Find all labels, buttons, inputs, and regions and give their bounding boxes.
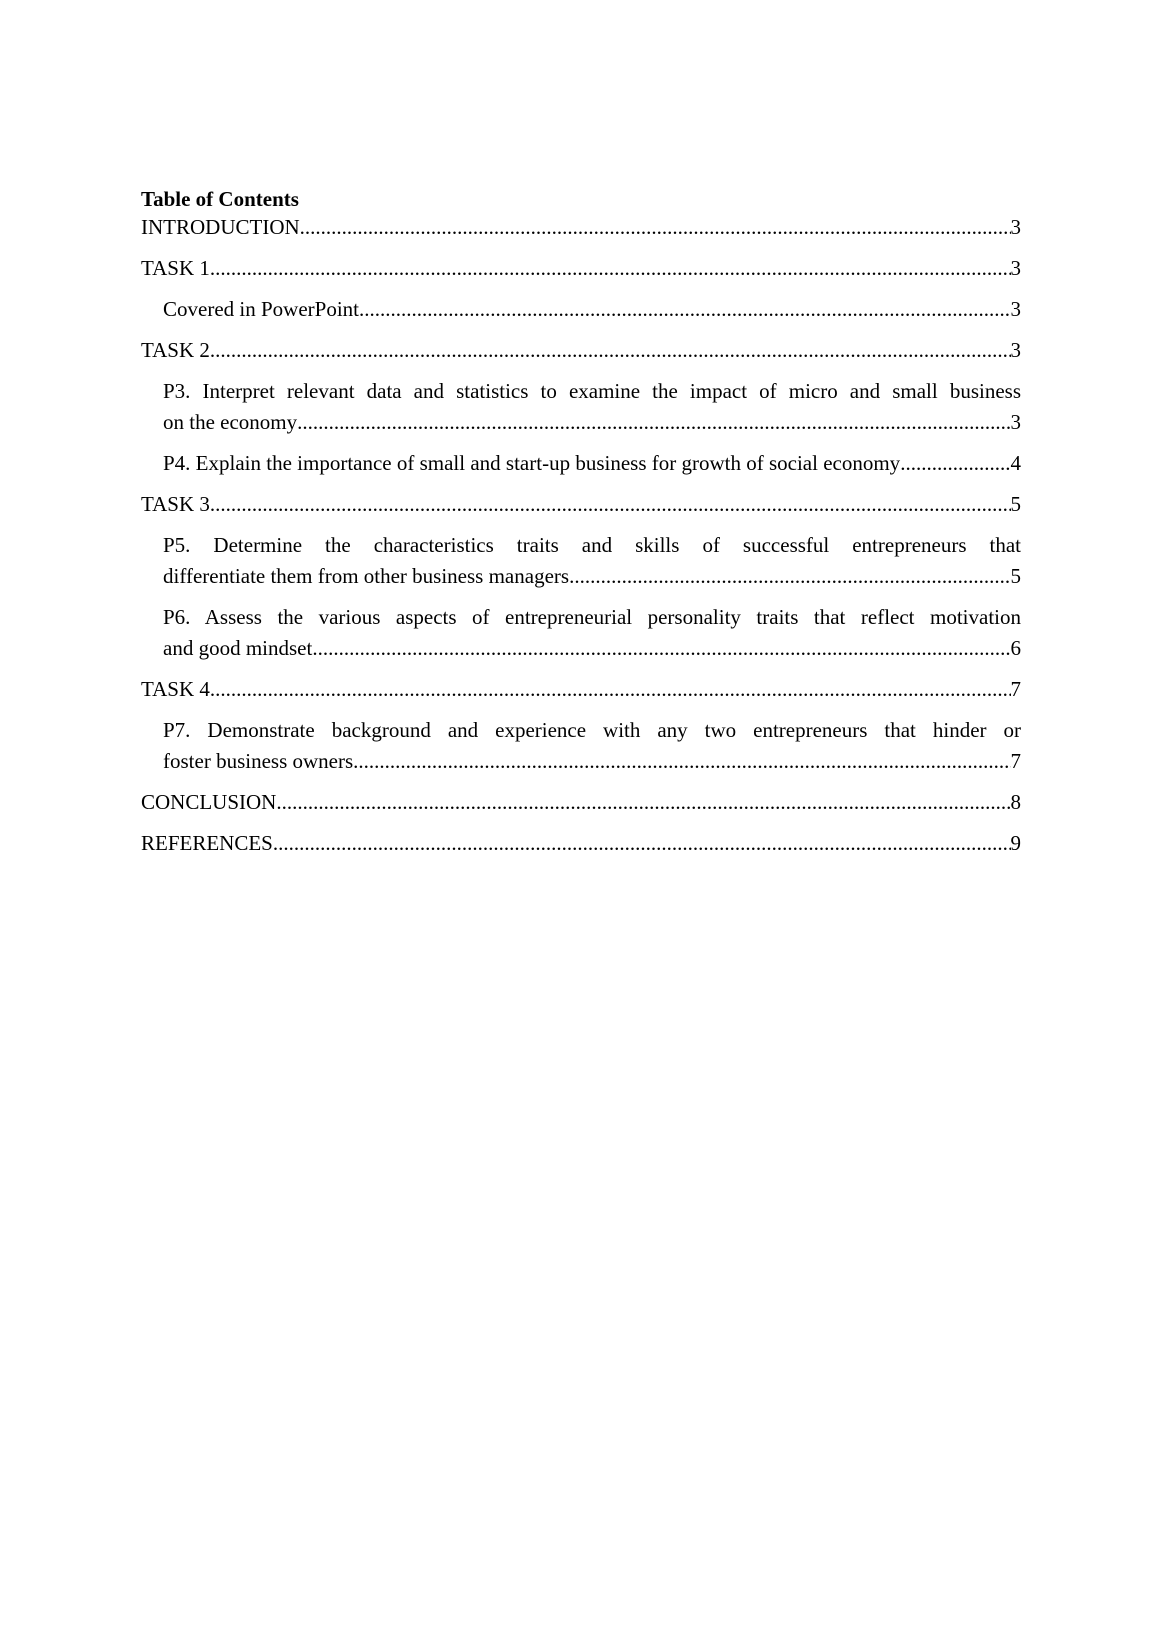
toc-entry-leader-row — [163, 561, 1021, 592]
toc-entry[interactable] — [141, 376, 1021, 438]
dot-leader — [276, 787, 1010, 818]
dot-leader — [353, 746, 1010, 777]
toc-entry-title: on the economy — [163, 410, 298, 434]
toc-entry-title: differentiate them from other business managers — [163, 564, 570, 588]
dot-leader — [297, 407, 1010, 438]
toc-entry[interactable] — [141, 212, 1021, 243]
dot-leader — [900, 448, 1010, 479]
toc-entry-leader-row — [163, 448, 1021, 479]
toc-entry-title: TASK 1 — [141, 256, 210, 280]
toc-entry[interactable] — [141, 674, 1021, 705]
toc-entry-title: foster business owners — [163, 749, 354, 773]
toc-entry-leader-row — [141, 335, 1021, 366]
toc-page-number: 8 — [1010, 790, 1021, 814]
toc-entry-leader-row — [141, 212, 1021, 243]
toc-entry-leader-row — [163, 746, 1021, 777]
toc-entry[interactable] — [141, 787, 1021, 818]
toc-entry[interactable] — [141, 489, 1021, 520]
toc-page-number: 3 — [1010, 338, 1021, 362]
toc-entry[interactable] — [141, 602, 1021, 664]
dot-leader — [359, 294, 1011, 325]
toc-entry-title: TASK 4 — [141, 677, 210, 701]
toc-entry-title: TASK 2 — [141, 338, 210, 362]
dot-leader — [273, 828, 1011, 859]
toc-page-number: 5 — [1010, 564, 1021, 588]
toc-page-number: 6 — [1010, 636, 1021, 660]
toc-entry-leader-row — [141, 253, 1021, 284]
toc-entry-text-line: P7. Demonstrate background and experience with any two entrepreneurs that hinder or — [163, 718, 1021, 742]
toc-entry-title: CONCLUSION — [141, 790, 277, 814]
dot-leader — [300, 212, 1011, 243]
toc-page-number: 9 — [1010, 831, 1021, 855]
toc-entry-title: and good mindset — [163, 636, 313, 660]
toc-page-number: 3 — [1010, 215, 1021, 239]
toc-entry-title: TASK 3 — [141, 492, 210, 516]
toc-entry-leader-row — [141, 828, 1021, 859]
toc-entry-text-line: P3. Interpret relevant data and statistics to examine the impact of micro and small business — [163, 379, 1021, 403]
toc-entry[interactable] — [141, 253, 1021, 284]
toc-entry-title: Covered in PowerPoint — [163, 297, 359, 321]
toc-page-number: 7 — [1010, 677, 1021, 701]
toc-entry-title: P4. Explain the importance of small and start-up business for growth of social economy — [163, 451, 901, 475]
toc-entry-leader-row — [163, 407, 1021, 438]
table-of-contents — [141, 212, 1021, 859]
toc-entry-leader-row — [141, 787, 1021, 818]
toc-entry-text-line: P5. Determine the characteristics traits and skills of successful entrepreneurs that — [163, 533, 1021, 557]
toc-entry-leader-row — [163, 633, 1021, 664]
toc-entry[interactable] — [141, 335, 1021, 366]
document-page — [141, 186, 1021, 869]
dot-leader — [210, 674, 1011, 705]
toc-entry-title: INTRODUCTION — [141, 215, 300, 239]
toc-page-number: 3 — [1010, 297, 1021, 321]
toc-entry-text-line: P6. Assess the various aspects of entrepreneurial personality traits that reflect motivation — [163, 605, 1021, 629]
dot-leader — [210, 335, 1011, 366]
toc-entry-leader-row — [141, 489, 1021, 520]
toc-entry-leader-row — [163, 294, 1021, 325]
toc-entry[interactable] — [141, 530, 1021, 592]
toc-entry[interactable] — [141, 828, 1021, 859]
toc-page-number: 7 — [1010, 749, 1021, 773]
dot-leader — [210, 253, 1011, 284]
toc-entry-leader-row — [141, 674, 1021, 705]
toc-entry[interactable] — [141, 715, 1021, 777]
toc-entry[interactable] — [141, 448, 1021, 479]
toc-page-number: 3 — [1010, 410, 1021, 434]
toc-heading: Table of Contents — [141, 187, 299, 211]
toc-page-number: 3 — [1010, 256, 1021, 280]
dot-leader — [569, 561, 1010, 592]
toc-page-number: 4 — [1010, 451, 1021, 475]
toc-page-number: 5 — [1010, 492, 1021, 516]
toc-entry[interactable] — [141, 294, 1021, 325]
toc-entry-title: REFERENCES — [141, 831, 273, 855]
dot-leader — [312, 633, 1010, 664]
dot-leader — [210, 489, 1011, 520]
